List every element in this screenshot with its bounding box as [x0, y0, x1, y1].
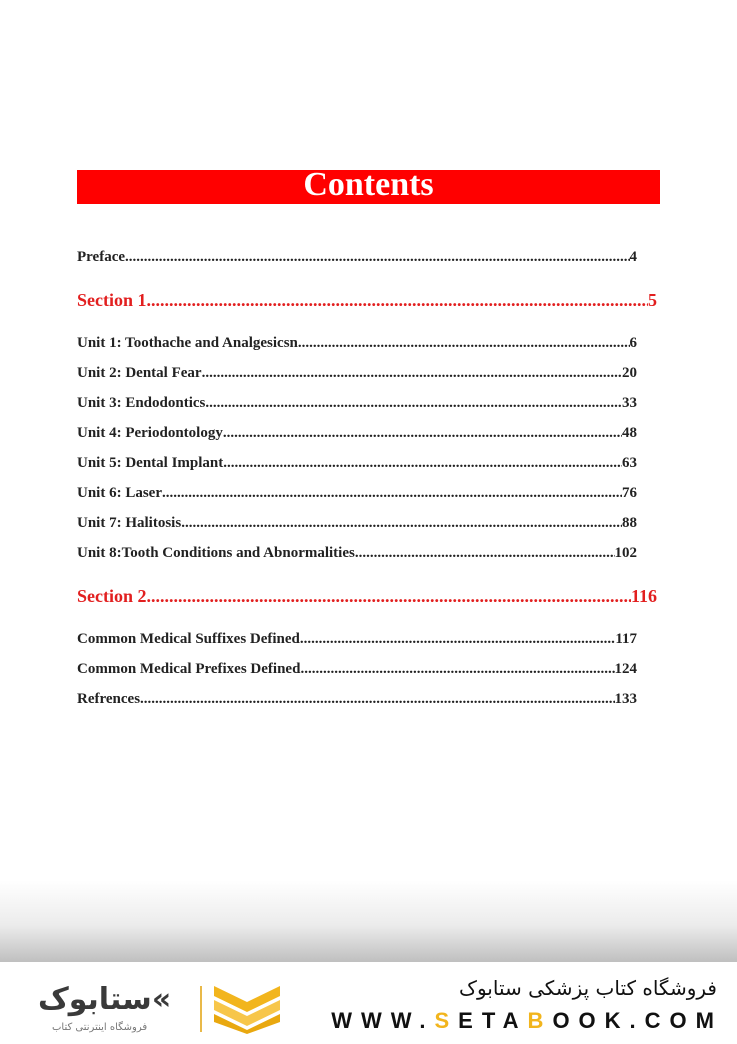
- toc-section-row[interactable]: [77, 586, 657, 607]
- toc-page-number: 117: [615, 631, 637, 647]
- page-shadow: [0, 880, 737, 962]
- toc-page-number: 33: [622, 395, 637, 411]
- toc-entry-row[interactable]: [77, 661, 637, 678]
- toc-entry-label: Unit 7: Halitosis: [77, 515, 182, 531]
- toc-entry-label: Unit 8:Tooth Conditions and Abnormalities: [77, 545, 355, 561]
- toc-leader-dots: [300, 631, 615, 648]
- logo-subtitle: فروشگاه اینترنتی کتاب: [52, 1022, 148, 1033]
- publisher-footer: [0, 962, 737, 1044]
- toc-leader-dots: [181, 515, 622, 532]
- toc-entry-label: Unit 1: Toothache and Analgesicsn: [77, 335, 298, 351]
- toc-entry-label: Preface: [77, 249, 126, 265]
- toc-entry-label: Unit 2: Dental Fear: [77, 365, 202, 381]
- toc-entry-row[interactable]: [77, 485, 637, 502]
- toc-leader-dots: [147, 586, 631, 607]
- toc-leader-dots: [355, 545, 615, 562]
- logo-divider: [200, 986, 202, 1032]
- toc-leader-dots: [223, 455, 622, 472]
- store-name: فروشگاه کتاب پزشکی ستابوک: [459, 976, 717, 1000]
- toc-entry-label: Common Medical Suffixes Defined: [77, 631, 300, 647]
- toc-page-number: 5: [648, 290, 657, 310]
- stacked-chevron-icon: [208, 982, 286, 1034]
- toc-entry-label: Unit 6: Laser: [77, 485, 162, 501]
- toc-leader-dots: [162, 485, 622, 502]
- toc-page-number: 124: [614, 661, 637, 677]
- toc-entry-row[interactable]: [77, 249, 637, 266]
- toc-entry-row[interactable]: [77, 335, 637, 352]
- toc-leader-dots: [202, 365, 622, 382]
- toc-entry-row[interactable]: [77, 545, 637, 562]
- toc-entry-label: Section 1: [77, 290, 147, 310]
- toc-entry-row[interactable]: [77, 631, 637, 648]
- toc-page-number: 116: [630, 586, 657, 606]
- toc-entry-row[interactable]: [77, 455, 637, 472]
- toc-entry-label: Unit 3: Endodontics: [77, 395, 206, 411]
- toc-page-number: 6: [629, 335, 637, 351]
- toc-page-number: 76: [622, 485, 637, 501]
- toc-leader-dots: [140, 691, 614, 708]
- toc-leader-dots: [205, 395, 622, 412]
- toc-leader-dots: [298, 335, 630, 352]
- toc-page-number: 133: [614, 691, 637, 707]
- logo-wordmark: ستابوک«: [38, 982, 172, 1017]
- contents-title: Contents: [303, 166, 434, 203]
- toc-entry-label: Section 2: [77, 586, 147, 606]
- toc-entry-label: Common Medical Prefixes Defined: [77, 661, 301, 677]
- toc-page-number: 20: [622, 365, 637, 381]
- toc-section-row[interactable]: [77, 290, 657, 311]
- setabook-logo: [30, 980, 290, 1036]
- toc-entry-row[interactable]: [77, 691, 637, 708]
- toc-page-number: 4: [629, 249, 637, 265]
- toc-entry-row[interactable]: [77, 365, 637, 382]
- toc-entry-row[interactable]: [77, 425, 637, 442]
- toc-page-number: 102: [614, 545, 637, 561]
- toc-leader-dots: [300, 661, 614, 678]
- toc-page-number: 88: [622, 515, 637, 531]
- toc-page-number: 63: [622, 455, 637, 471]
- toc-leader-dots: [125, 249, 629, 266]
- toc-leader-dots: [147, 290, 649, 311]
- toc-entry-label: Unit 4: Periodontology: [77, 425, 223, 441]
- contents-title-bar: [77, 166, 660, 204]
- toc-entry-label: Refrences: [77, 691, 141, 707]
- toc-entry-row[interactable]: [77, 515, 637, 532]
- toc-leader-dots: [223, 425, 622, 442]
- toc-entry-label: Unit 5: Dental Implant: [77, 455, 224, 471]
- toc-page-number: 48: [622, 425, 637, 441]
- store-url[interactable]: WWW.SETABOOK.COM: [331, 1008, 723, 1033]
- toc-entry-row[interactable]: [77, 395, 637, 412]
